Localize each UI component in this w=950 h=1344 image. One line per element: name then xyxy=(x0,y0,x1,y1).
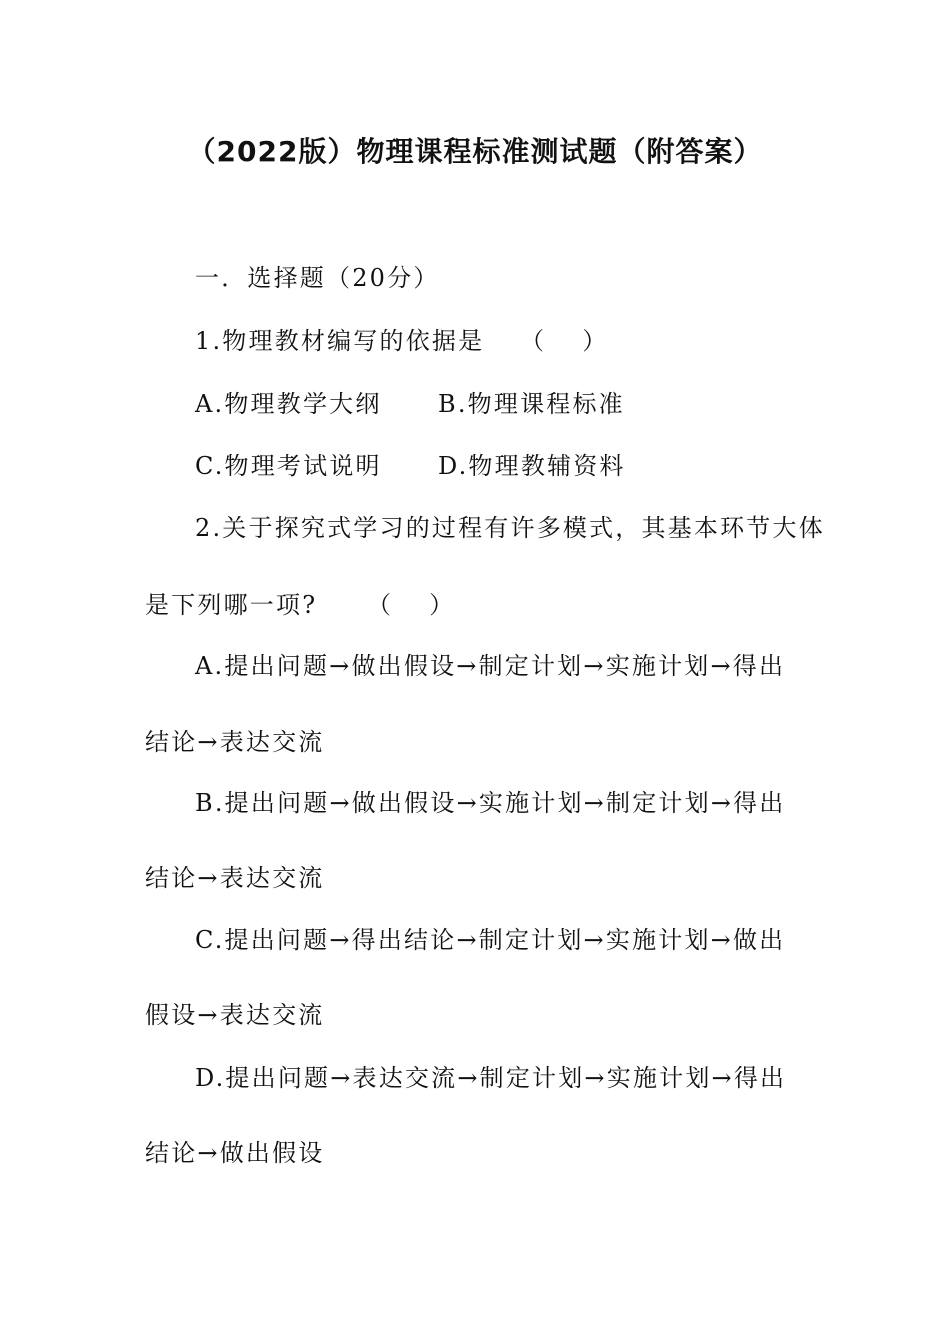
document-title: （2022版）物理课程标准测试题（附答案） xyxy=(187,135,763,168)
question-2-text: 是下列哪一项? xyxy=(145,591,318,619)
question-2-option-b-line-2: 结论→表达交流 xyxy=(145,864,325,892)
question-2-option-a-line-1: A.提出问题→做出假设→制定计划→实施计划→得出 xyxy=(195,652,786,680)
question-2-option-b-line-1: B.提出问题→做出假设→实施计划→制定计划→得出 xyxy=(195,789,786,817)
answer-paren-close: ） xyxy=(582,327,609,355)
question-2-option-d-line-2: 结论→做出假设 xyxy=(145,1139,325,1167)
question-1-option-c: C.物理考试说明 xyxy=(195,452,382,480)
question-1-options-row-1 xyxy=(195,388,625,420)
question-2-stem-line-2 xyxy=(145,589,455,621)
section-heading: 一．选择题（20分） xyxy=(195,264,440,292)
question-2-option-d-line-1: D.提出问题→表达交流→制定计划→实施计划→得出 xyxy=(195,1064,787,1092)
question-1-option-d: D.物理教辅资料 xyxy=(438,452,626,480)
question-1-text: 1.物理教材编写的依据是 xyxy=(195,327,485,355)
answer-paren-open: （ xyxy=(520,327,547,355)
question-2-option-c-line-1: C.提出问题→得出结论→制定计划→实施计划→做出 xyxy=(195,926,786,954)
answer-paren-close: ） xyxy=(429,591,456,619)
question-2-stem-line-1: 2.关于探究式学习的过程有许多模式，其基本环节大体 xyxy=(195,514,825,542)
question-2-option-c-line-2: 假设→表达交流 xyxy=(145,1001,325,1029)
question-1-stem xyxy=(195,325,608,357)
question-1-options-row-2 xyxy=(195,450,626,482)
answer-paren-open: （ xyxy=(366,591,394,619)
question-1-option-b: B.物理课程标准 xyxy=(438,390,625,418)
question-1-option-a: A.物理教学大纲 xyxy=(195,390,382,418)
question-2-option-a-line-2: 结论→表达交流 xyxy=(145,728,325,756)
